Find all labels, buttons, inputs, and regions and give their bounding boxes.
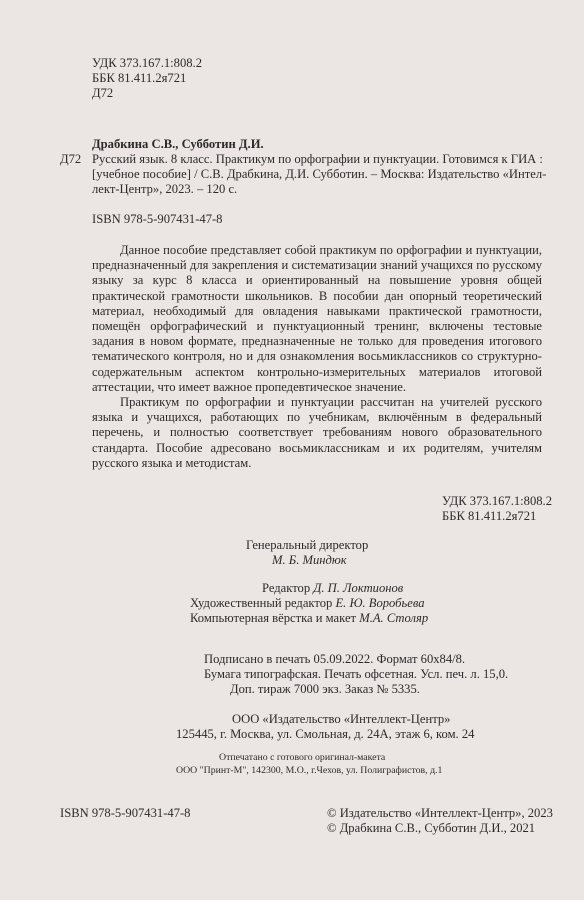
udk-bottom: УДК 373.167.1:808.2 [442, 494, 552, 508]
isbn-bottom: ISBN 978-5-907431-47-8 [60, 806, 191, 820]
art-editor-label: Художественный редактор [190, 596, 333, 610]
printer-line-2: ООО "Принт-М", 142300, М.О., г.Чехов, ул. Полиграфистов, д.1 [176, 765, 443, 776]
publisher-name: ООО «Издательство «Интеллект-Центр» [232, 712, 451, 726]
bib-line-2: [учебное пособие] / С.В. Драбкина, Д.И. Субботин. – Москва: Издательство «Интел- [92, 167, 547, 181]
abstract [92, 243, 542, 471]
layout-label: Компьютерная вёрстка и макет [190, 611, 357, 625]
authors: Драбкина С.В., Субботин Д.И. [92, 137, 264, 151]
printer-line-1: Отпечатано с готового оригинал-макета [219, 752, 386, 763]
bbk-top: ББК 81.411.2я721 [92, 71, 187, 85]
editor-label: Редактор [262, 581, 311, 595]
bib-line-1: Русский язык. 8 класс. Практикум по орфографии и пунктуации. Готовимся к ГИА : [92, 152, 543, 166]
art-editor-line [190, 596, 425, 611]
bib-line-3: лект-Центр», 2023. – 120 с. [92, 182, 238, 196]
abstract-paragraph-2: Практикум по орфографии и пунктуации рассчитан на учителей русского языка и учащихся, работающих по учебникам, включённым в федеральный перечень, и полностью соответствует требованиям нового образовательного стандарта. Пособие адресовано восьмиклассникам и их родителям, учителям русского языка и методистам. [92, 395, 542, 470]
print-info-3: Доп. тираж 7000 экз. Заказ № 5335. [230, 682, 420, 696]
author-mark: Д72 [60, 152, 82, 166]
abstract-paragraph-1: Данное пособие представляет собой практикум по орфографии и пунктуации, предназначенный для закрепления и систематизации знаний учащихся по русскому языку за курс 8 класса и ориентированный на повышение уровня общей практической грамотности школьников. В пособии дан опорный теоретический материал, необходимый для овладения навыками практической грамотности, помещён орфографический и пунктуационный тренинг, включены тестовые задания в новом формате, предназначенные не только для проведения итогового тематического контроля, но и для ознакомления восьмиклассников со структурно-содержательным аспектом контрольно-измерительных материалов итоговой аттестации, что имеет важное пропедевтическое значение. [92, 243, 542, 394]
art-editor-name: Е. Ю. Воробьева [335, 596, 425, 610]
bbk-bottom: ББК 81.411.2я721 [442, 509, 537, 523]
isbn-bib: ISBN 978-5-907431-47-8 [92, 212, 223, 226]
editor-line [262, 581, 403, 596]
editor-name: Д. П. Локтионов [313, 581, 404, 595]
layout-line [190, 611, 428, 626]
udk-top: УДК 373.167.1:808.2 [92, 56, 202, 70]
print-info-2: Бумага типографская. Печать офсетная. Усл. печ. л. 15,0. [204, 667, 509, 681]
print-info-1: Подписано в печать 05.09.2022. Формат 60x84/8. [204, 652, 466, 666]
director-name: М. Б. Миндюк [272, 553, 347, 567]
director-title: Генеральный директор [246, 538, 369, 552]
layout-name: М.А. Столяр [359, 611, 429, 625]
copyright-authors: © Драбкина С.В., Субботин Д.И., 2021 [327, 821, 536, 835]
copyright-publisher: © Издательство «Интеллект-Центр», 2023 [327, 806, 553, 820]
publisher-address: 125445, г. Москва, ул. Смольная, д. 24А, этаж 6, ком. 24 [176, 727, 475, 741]
author-mark-top: Д72 [92, 86, 114, 100]
